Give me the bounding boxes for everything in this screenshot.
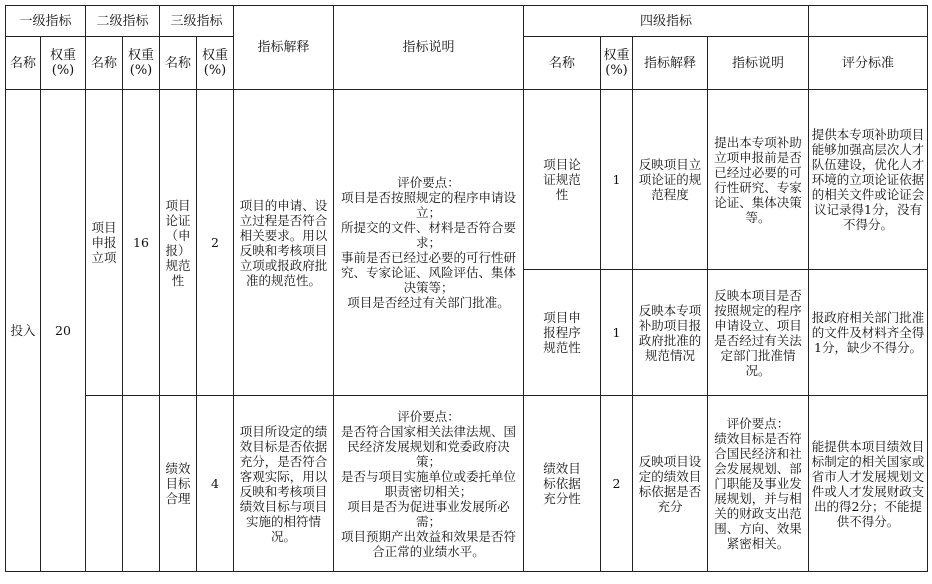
header-l1-name: 名称 bbox=[6, 37, 41, 90]
header-l3-weight: 权重 (%) bbox=[197, 37, 234, 90]
r1-l3-weight: 2 bbox=[197, 90, 234, 396]
header-l4-weight: 权重 (%) bbox=[601, 37, 633, 90]
header-scoring: 评分标准 bbox=[809, 37, 928, 90]
header-l4-name: 名称 bbox=[524, 37, 601, 90]
r1-explanation: 项目的申请、设立过程是否符合相关要求。用以反映和考核项目立项或报政府批准的规范性。 bbox=[234, 90, 334, 396]
r1b-l4-weight: 1 bbox=[601, 270, 633, 396]
header-explanation: 指标解释 bbox=[234, 6, 334, 90]
r1a-l4-weight: 1 bbox=[601, 90, 633, 270]
header-level3: 三级指标 bbox=[160, 6, 234, 37]
r2-l4-explanation: 反映项目设定的绩效目标依据是否充分 bbox=[633, 396, 708, 572]
r2-description: 评价要点： 是否符合国家相关法律法规、国民经济发展规划和党委政府决策； 是否与项目实施单位或委托单位职责密切相关； 项目是否为促进事业发展所必需； 项目预期产出效益和效果是否符合正常的业绩水平。 bbox=[334, 396, 524, 572]
r1b-scoring: 报政府相关部门批准的文件及材料齐全得1分，缺少不得分。 bbox=[809, 270, 928, 396]
l2-name: 项目 申报 立项 bbox=[86, 90, 123, 396]
header-blank bbox=[809, 6, 928, 37]
header-level4: 四级指标 bbox=[524, 6, 809, 37]
l2-weight: 16 bbox=[123, 90, 160, 396]
r1b-l4-name: 项目申 报程序 规范性 bbox=[524, 270, 601, 396]
l1-weight: 20 bbox=[41, 90, 86, 572]
r2-l3-name: 绩效 目标 合理 bbox=[160, 396, 197, 572]
l2-blank-name bbox=[86, 396, 123, 572]
header-l1-weight: 权重 (%) bbox=[41, 37, 86, 90]
indicator-table bbox=[5, 5, 928, 572]
header-level2: 二级指标 bbox=[86, 6, 160, 37]
l2-blank-weight bbox=[123, 396, 160, 572]
header-description: 指标说明 bbox=[334, 6, 524, 90]
r1a-l4-name: 项目论 证规范 性 bbox=[524, 90, 601, 270]
r2-l4-weight: 2 bbox=[601, 396, 633, 572]
r1-description: 评价要点： 项目是否按照规定的程序申请设立； 所提交的文件、材料是否符合要求； 事前是否已经过必要的可行性研究、专家论证、风险评估、集体决策等； 项目是否经过有关部门批准。 bbox=[334, 90, 524, 396]
header-l2-name: 名称 bbox=[86, 37, 123, 90]
header-l3-name: 名称 bbox=[160, 37, 197, 90]
r2-l4-description: 评价要点： 绩效目标是否符合国民经济和社会发展规划、部门职能及事业发展规划，并与相关的财政支出范围、方向、效果紧密相关。 bbox=[708, 396, 809, 572]
r1b-l4-explanation: 反映本专项补助项目报政府批准的规范情况 bbox=[633, 270, 708, 396]
l1-name: 投入 bbox=[6, 90, 41, 572]
r2-scoring: 能提供本项目绩效目标制定的相关国家或省市人才发展规划文件或人才发展财政支出的得2分；不能提供不得分。 bbox=[809, 396, 928, 572]
header-l4-description: 指标说明 bbox=[708, 37, 809, 90]
header-level1: 一级指标 bbox=[6, 6, 86, 37]
r2-l4-name: 绩效目 标依据 充分性 bbox=[524, 396, 601, 572]
r2-l3-weight: 4 bbox=[197, 396, 234, 572]
header-l4-explanation: 指标解释 bbox=[633, 37, 708, 90]
r1-l3-name: 项目 论证 （申 报） 规范 性 bbox=[160, 90, 197, 396]
header-l2-weight: 权重 (%) bbox=[123, 37, 160, 90]
r2-explanation: 项目所设定的绩效目标是否依据充分，是否符合客观实际，用以反映和考核项目绩效目标与项目实施的相符情况。 bbox=[234, 396, 334, 572]
r1b-l4-description: 反映本项目是否按照规定的程序申请设立、项目是否经过有关法定部门批准情况。 bbox=[708, 270, 809, 396]
r1a-l4-explanation: 反映项目立项论证的规范程度 bbox=[633, 90, 708, 270]
r1a-l4-description: 提出本专项补助立项申报前是否已经过必要的可行性研究、专家论证、集体决策等。 bbox=[708, 90, 809, 270]
r1a-scoring: 提供本专项补助项目能够加强高层次人才队伍建设，优化人才环境的立项论证依据的相关文件或论证会议记录得1分，没有不得分。 bbox=[809, 90, 928, 270]
